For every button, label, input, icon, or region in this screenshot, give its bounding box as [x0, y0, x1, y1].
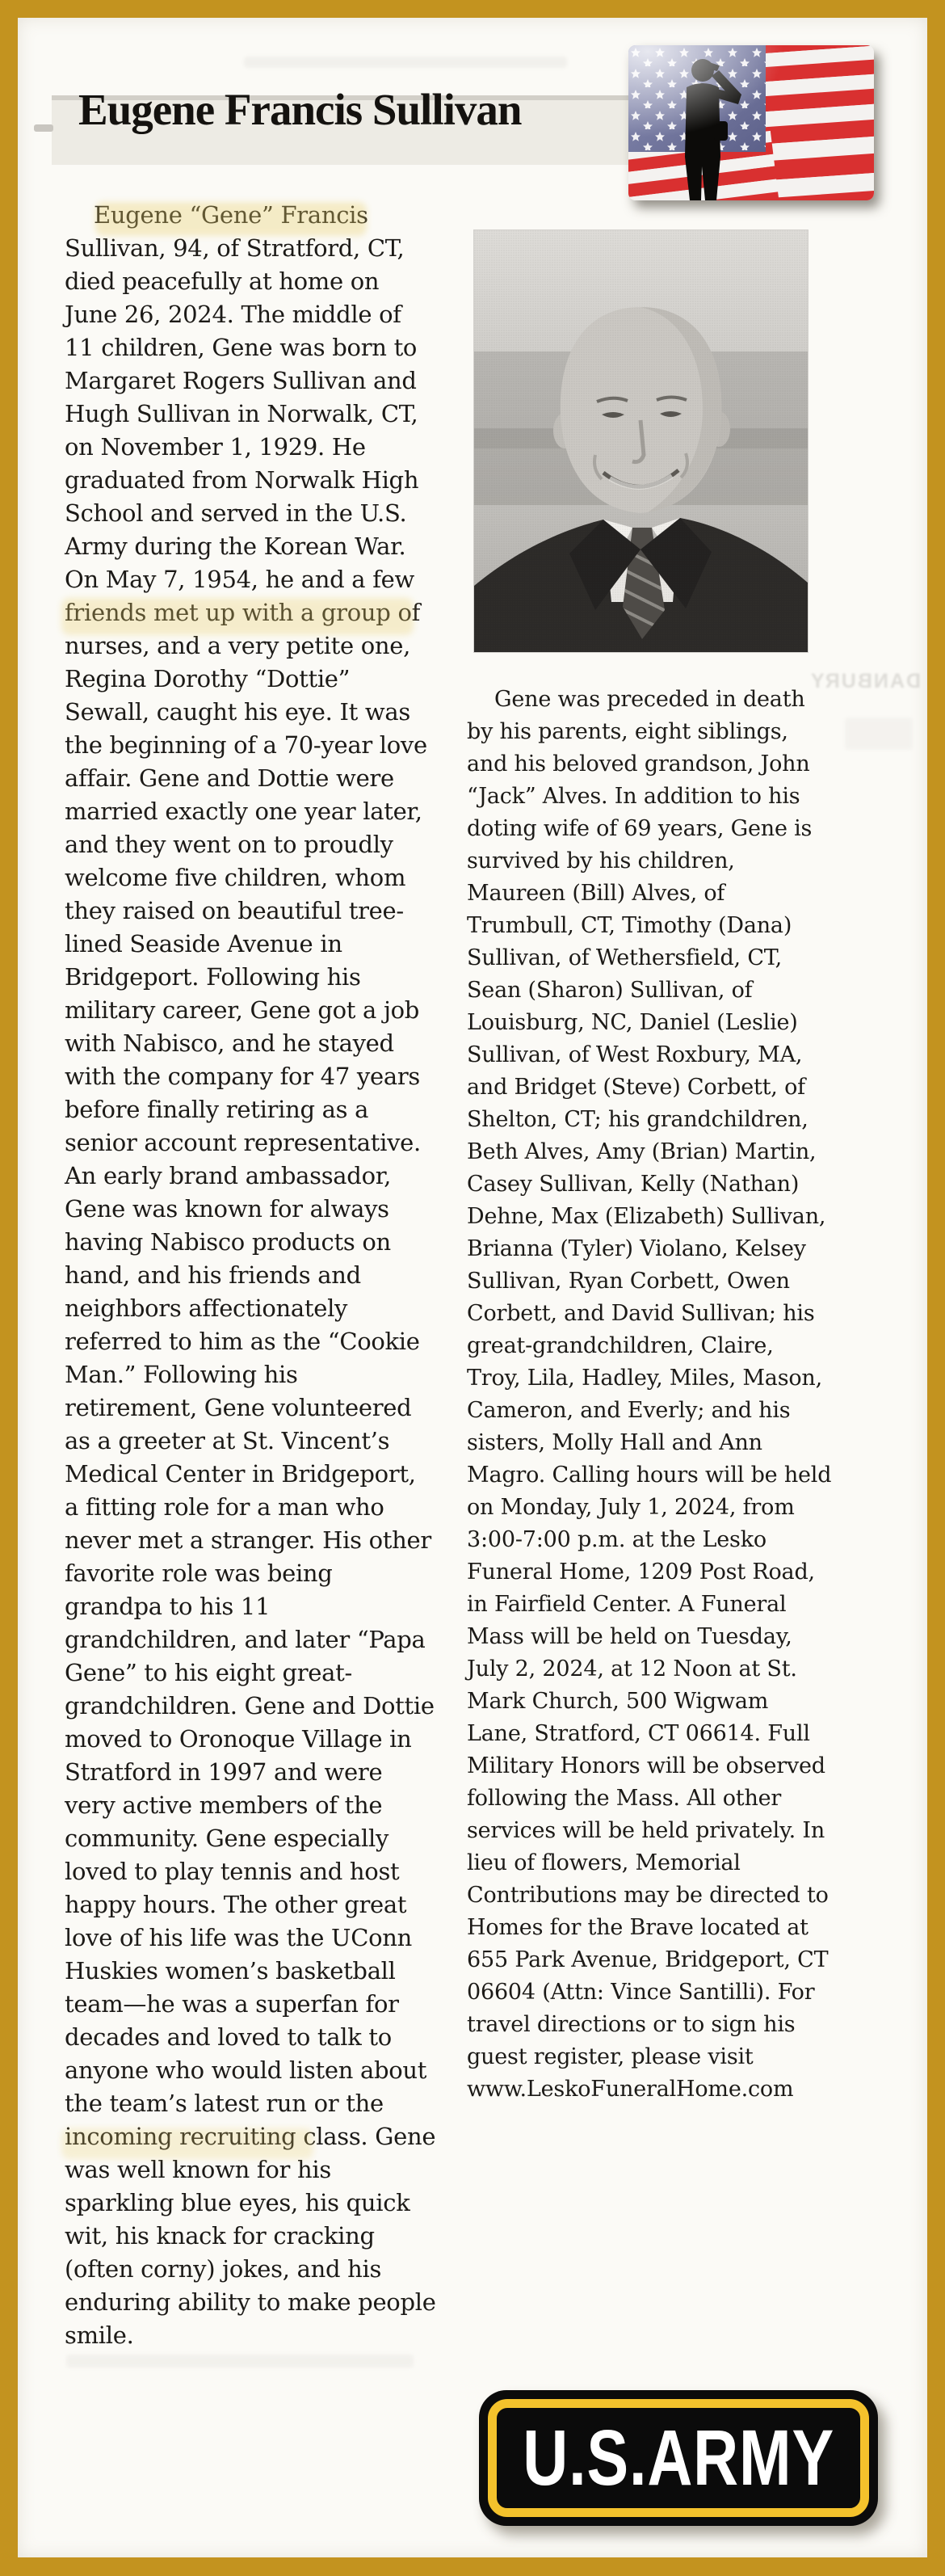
us-army-badge-label: U.S.ARMY [523, 2414, 834, 2502]
highlight-stain [61, 598, 414, 635]
highlight-stain [61, 2128, 313, 2159]
obituary-paragraph-1: Eugene “Gene” Francis Sullivan, 94, of Stratford, CT, died peacefully at home on June 26, 2024. The middle of 11 children, Gene was born to Margaret Rogers Sullivan and Hugh Sullivan in Norwalk, CT, on November 1, 1929. He graduated from Norwalk High School and served in the U.S. Army during the Korean War. On May 7, 1954, he and a few friends met up with a group of nurses, and a very petite one, Regina Dorothy “Dottie” Sewall, caught his eye. It was the beginning of a 70-year love affair. Gene and Dottie were married exactly one year later, and they went on to proudly welcome five children, whom they raised on beautiful tree-lined Seaside Avenue in Bridgeport. Following his military career, Gene got a job with Nabisco, and he stayed with the company for 47 years before finally retiring as a senior account representative. An early brand ambassador, Gene was known for always having Nabisco products on hand, and his friends and neighbors affectionately referred to him as the “Cookie Man.” Following his retirement, Gene volunteered as a greeter at St. Vincent’s Medical Center in Bridgeport, a fitting role for a man who never met a stranger. His other favorite role was being grandpa to his 11 grandchildren, and later “Papa Gene” to his eight great-grandchildren. Gene and Dottie moved to Oronoque Village in Stratford in 1997 and were very active members of the community. Gene especially loved to play tennis and host happy hours. The other great love of his life was the UConn Huskies women’s basketball team—he was a superfan for decades and loved to talk to anyone who would listen about the team’s latest run or the incoming recruiting class. Gene was well known for his sparkling blue eyes, his quick wit, his knack for cracking (often corny) jokes, and his enduring ability to make people smile. [65, 201, 436, 2349]
us-army-badge-ring [488, 2399, 869, 2517]
highlight-stain [95, 202, 367, 236]
page-title: Eugene Francis Sullivan [78, 85, 522, 134]
bleed-through-smudge [845, 718, 913, 750]
left-margin-dash [34, 124, 53, 132]
obituary-column-left [65, 199, 436, 2352]
portrait-illustration [474, 230, 808, 652]
flag-soldier-image [628, 45, 874, 200]
bleed-through-smudge [244, 57, 567, 68]
newspaper-clipping [18, 18, 927, 2557]
bleed-through-smudge [66, 2355, 414, 2368]
us-flag-icon [628, 45, 874, 200]
bleed-through-text: DANBURY [808, 670, 921, 692]
portrait-photo [474, 230, 808, 652]
obituary-paragraph-2: Gene was preceded in death by his parents, eight siblings, and his beloved grandson, John “Jack” Alves. In addition to his doting wife of 69 years, Gene is survived by his children, Maureen (Bill) Alves, of Trumbull, CT, Timothy (Dana) Sullivan, of Wethersfield, CT, Sean (Sharon) Sullivan, of Louisburg, NC, Daniel (Leslie) Sullivan, of West Roxbury, MA, and Bridget (Steve) Corbett, of Shelton, CT; his grandchildren, Beth Alves, Amy (Brian) Martin, Casey Sullivan, Kelly (Nathan) Dehne, Max (Elizabeth) Sullivan, Brianna (Tyler) Violano, Kelsey Sullivan, Ryan Corbett, Owen Corbett, and David Sullivan; his great-grandchildren, Claire, Troy, Lila, Hadley, Miles, Mason, Cameron, and Everly; and his sisters, Molly Hall and Ann Magro. Calling hours will be held on Monday, July 1, 2024, from 3:00-7:00 p.m. at the Lesko Funeral Home, 1209 Post Road, in Fairfield Center. A Funeral Mass will be held on Tuesday, July 2, 2024, at 12 Noon at St. Mark Church, 500 Wigwam Lane, Stratford, CT 06614. Full Military Honors will be observed following the Mass. All other services will be held privately. In lieu of flowers, Memorial Contributions may be directed to Homes for the Brave located at 655 Park Avenue, Bridgeport, CT 06604 (Attn: Vince Santilli). For travel directions or to sign his guest register, please visit www.LeskoFuneralHome.com [467, 687, 832, 2102]
obituary-column-right [467, 684, 832, 2106]
us-army-badge [479, 2390, 878, 2526]
